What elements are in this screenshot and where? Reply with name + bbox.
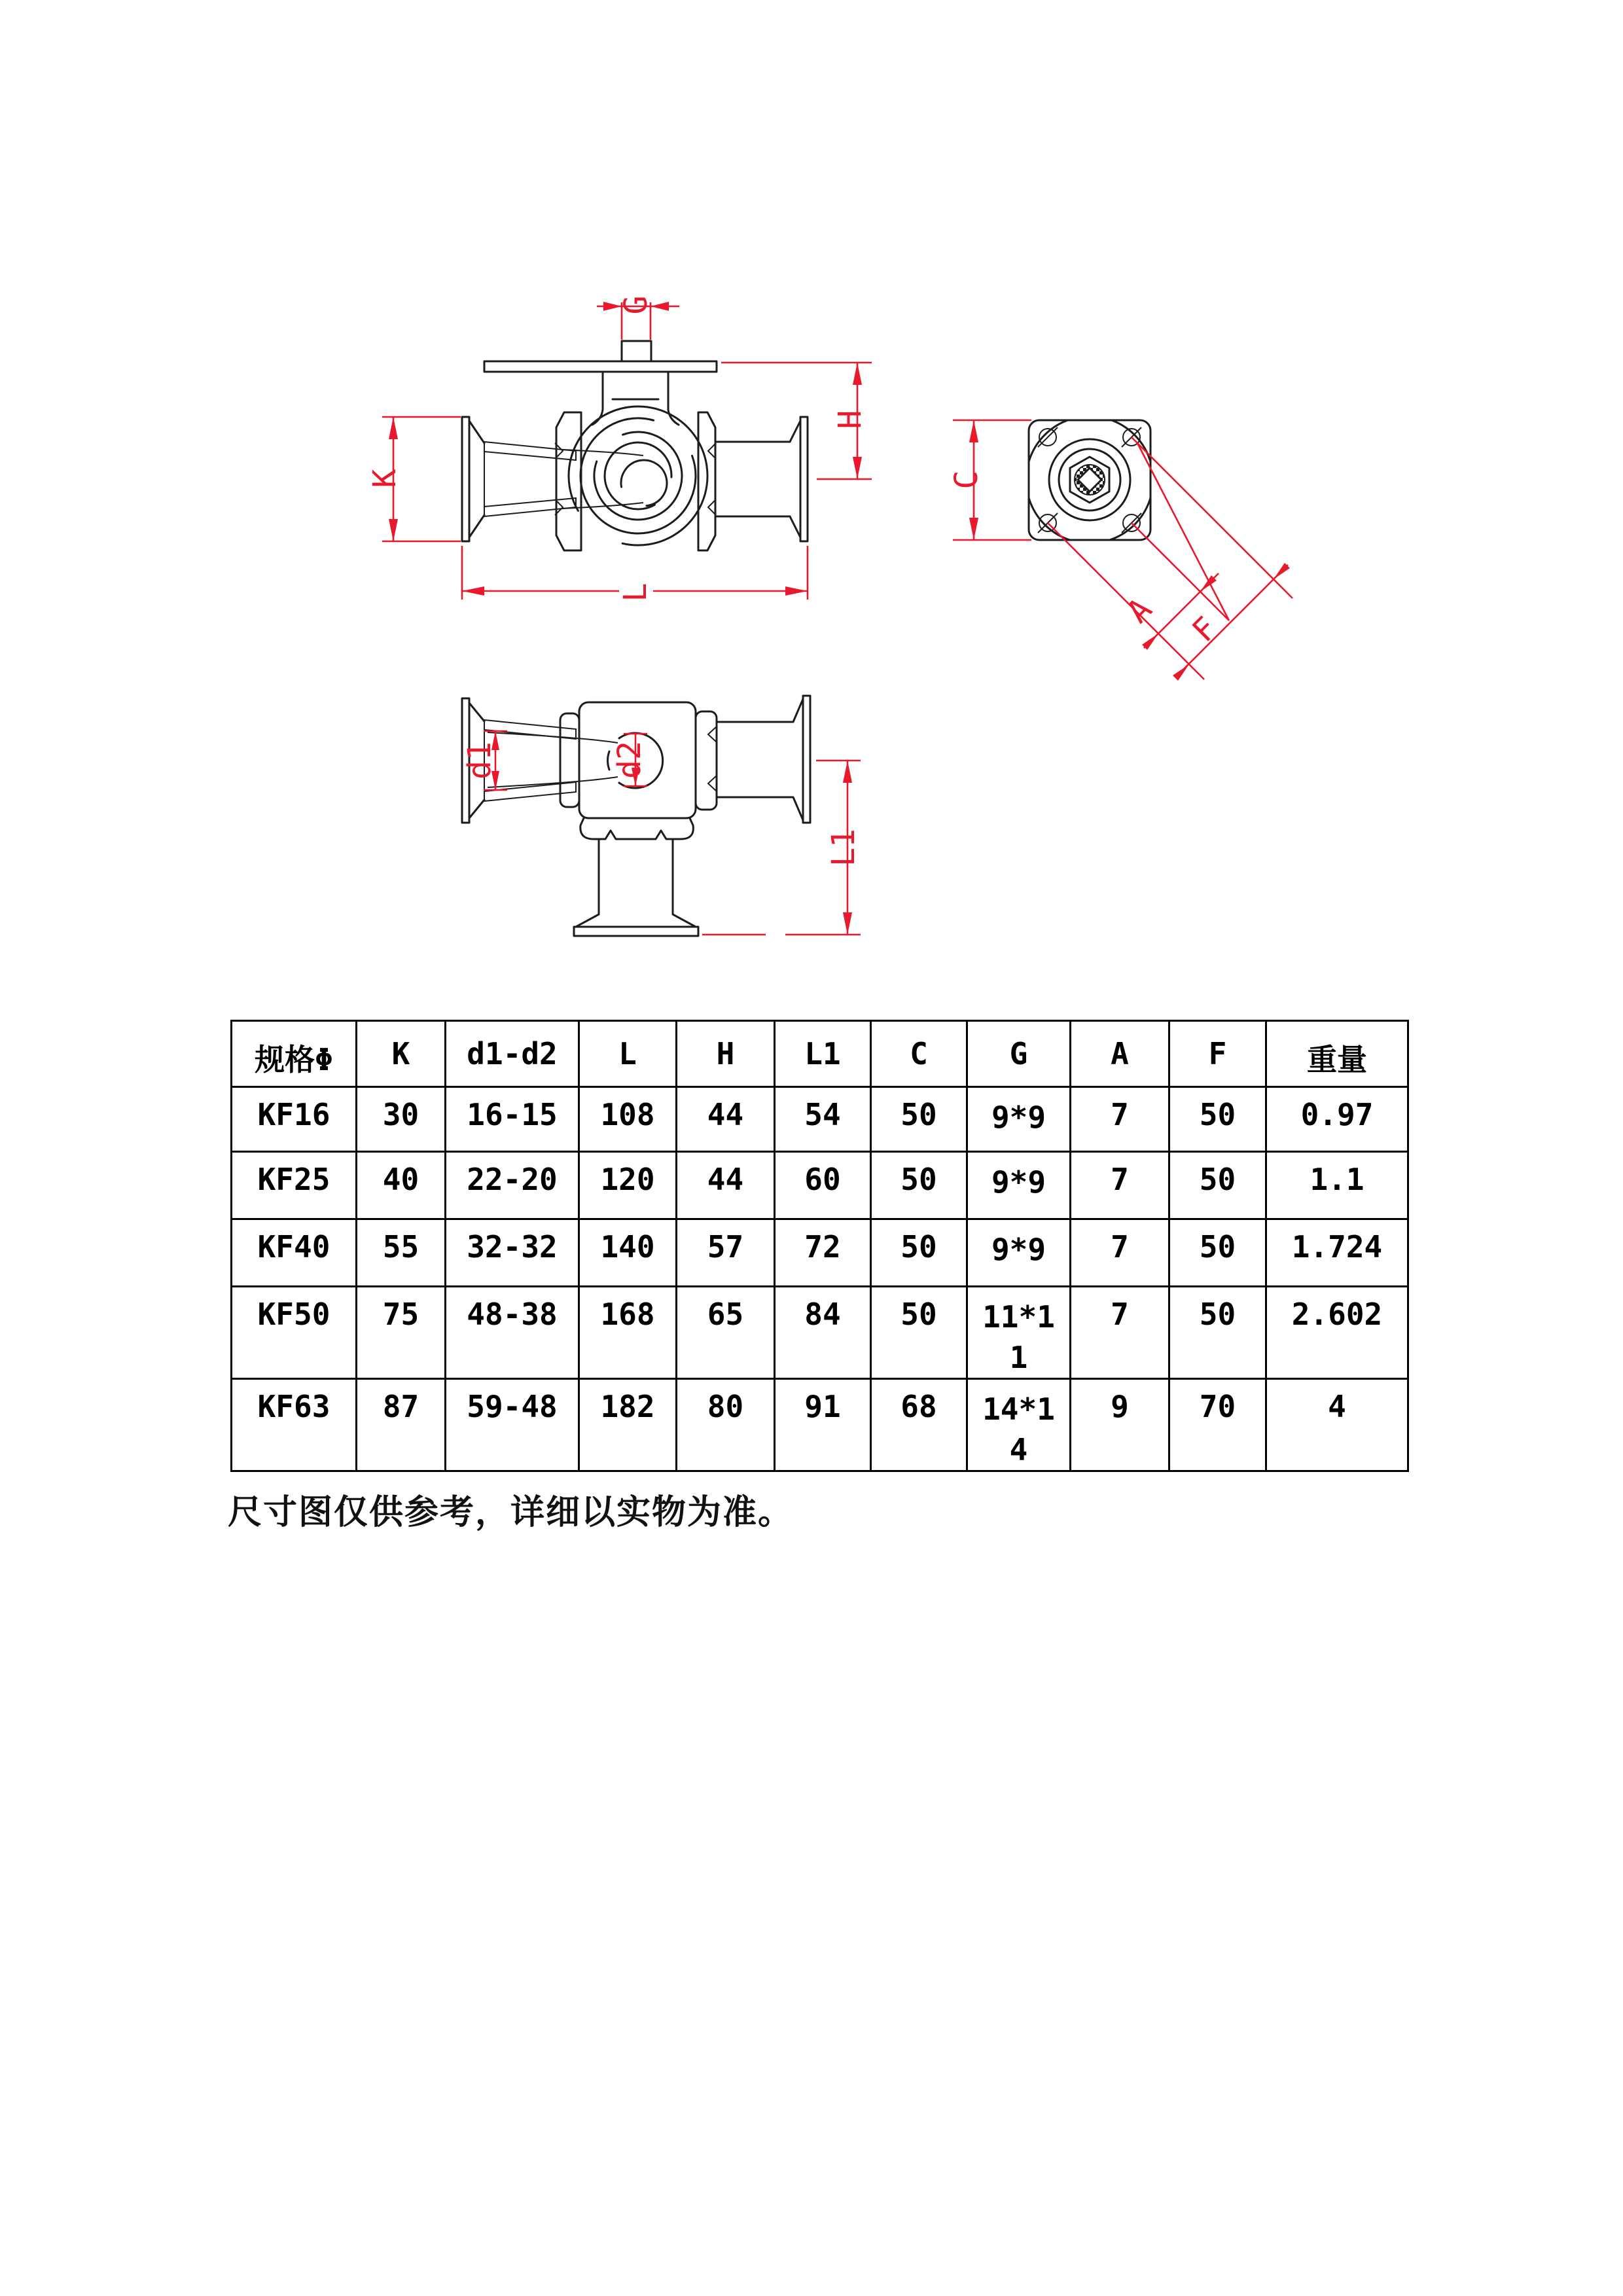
- table-cell: 48-38: [446, 1287, 579, 1379]
- table-cell: 50: [1169, 1152, 1266, 1219]
- dim-label-F: F: [1185, 609, 1225, 650]
- table-cell: 16-15: [446, 1087, 579, 1152]
- table-cell: 22-20: [446, 1152, 579, 1219]
- table-cell: 1.1: [1266, 1152, 1408, 1219]
- table-cell: 91: [775, 1379, 871, 1471]
- dimension-table: [230, 1020, 1409, 1472]
- dim-H: [721, 363, 872, 479]
- dim-label-K: K: [366, 469, 403, 488]
- dim-G: [597, 296, 679, 340]
- header-cell-4: H: [677, 1021, 775, 1087]
- table-cell: 4: [1266, 1379, 1408, 1471]
- table-cell: 7: [1071, 1219, 1169, 1287]
- table-cell: 54: [775, 1087, 871, 1152]
- table-cell: 7: [1071, 1152, 1169, 1219]
- table-row: [232, 1379, 1408, 1471]
- table-cell: 50: [1169, 1219, 1266, 1287]
- table-row: [232, 1152, 1408, 1219]
- right-ferrule-flange: [800, 417, 808, 541]
- table-cell: 50: [871, 1219, 967, 1287]
- header-cell-9: F: [1169, 1021, 1266, 1087]
- table-cell: 80: [677, 1379, 775, 1471]
- table-cell: 59-48: [446, 1379, 579, 1471]
- table-cell: KF40: [232, 1219, 357, 1287]
- table-cell: 140: [579, 1219, 677, 1287]
- table-header-row: [232, 1021, 1408, 1087]
- table-cell: 14*14: [967, 1379, 1071, 1471]
- table-cell: 182: [579, 1379, 677, 1471]
- table-body: [232, 1087, 1408, 1471]
- table-row: [232, 1021, 1408, 1087]
- left-ferrule-flange: [462, 417, 469, 541]
- table-cell: 65: [677, 1287, 775, 1379]
- table-cell: 50: [871, 1087, 967, 1152]
- table-cell: 32-32: [446, 1219, 579, 1287]
- valve-technical-drawing: [0, 0, 1623, 1145]
- header-cell-7: G: [967, 1021, 1071, 1087]
- table-cell: 44: [677, 1087, 775, 1152]
- bv-bottom-shoulder: [580, 818, 694, 839]
- table-cell: 50: [871, 1287, 967, 1379]
- header-cell-5: L1: [775, 1021, 871, 1087]
- table-row: [232, 1219, 1408, 1287]
- bottom-view: [461, 696, 862, 936]
- table-cell: 84: [775, 1287, 871, 1379]
- table-cell: 30: [357, 1087, 446, 1152]
- disclaimer-note: 尺寸图仅供参考，详细以实物为准。: [228, 1493, 794, 1532]
- dim-label-G: G: [618, 295, 654, 315]
- spec-table-wrap: [230, 1020, 1409, 1472]
- bv-right-ferrule: [803, 696, 810, 823]
- header-cell-0: 规格Φ: [232, 1021, 357, 1087]
- ball-body-arcs: [543, 381, 733, 571]
- table-cell: 9*9: [967, 1219, 1071, 1287]
- header-cell-1: K: [357, 1021, 446, 1087]
- dim-label-L: L: [617, 583, 654, 602]
- table-cell: 68: [871, 1379, 967, 1471]
- dim-L1: [702, 761, 862, 935]
- dim-label-d2: d2: [611, 741, 648, 779]
- table-cell: 75: [357, 1287, 446, 1379]
- dim-label-H: H: [832, 410, 868, 429]
- table-cell: 9*9: [967, 1152, 1071, 1219]
- dim-L: [462, 546, 808, 601]
- dim-C: [948, 420, 1031, 540]
- table-cell: 7: [1071, 1087, 1169, 1152]
- table-cell: 120: [579, 1152, 677, 1219]
- mounting-plate: [484, 361, 717, 372]
- table-cell: 9: [1071, 1379, 1169, 1471]
- table-cell: 50: [871, 1152, 967, 1219]
- bv-bottom-ferrule: [574, 927, 698, 936]
- table-cell: 1.724: [1266, 1219, 1408, 1287]
- dim-label-d1: d1: [461, 742, 498, 780]
- dim-K: [366, 417, 461, 541]
- table-cell: KF50: [232, 1287, 357, 1379]
- header-cell-8: A: [1071, 1021, 1169, 1087]
- table-cell: 7: [1071, 1287, 1169, 1379]
- header-cell-10: 重量: [1266, 1021, 1408, 1087]
- table-cell: 0.97: [1266, 1087, 1408, 1152]
- table-cell: 168: [579, 1287, 677, 1379]
- header-cell-6: C: [871, 1021, 967, 1087]
- table-cell: 108: [579, 1087, 677, 1152]
- knurled-stem: [622, 341, 651, 361]
- dim-d2: [611, 734, 648, 786]
- header-cell-2: d1-d2: [446, 1021, 579, 1087]
- table-cell: KF63: [232, 1379, 357, 1471]
- dim-label-C: C: [948, 470, 985, 490]
- table-cell: 60: [775, 1152, 871, 1219]
- table-cell: 40: [357, 1152, 446, 1219]
- table-cell: 9*9: [967, 1087, 1071, 1152]
- front-view: [366, 296, 872, 602]
- dim-label-L1: L1: [825, 829, 862, 867]
- table-cell: 11*11: [967, 1287, 1071, 1379]
- table-cell: KF16: [232, 1087, 357, 1152]
- header-cell-3: L: [579, 1021, 677, 1087]
- table-cell: 2.602: [1266, 1287, 1408, 1379]
- top-flange-view: [948, 416, 1293, 681]
- table-cell: 57: [677, 1219, 775, 1287]
- table-cell: 50: [1169, 1287, 1266, 1379]
- table-cell: 50: [1169, 1087, 1266, 1152]
- table-cell: KF25: [232, 1152, 357, 1219]
- table-cell: 72: [775, 1219, 871, 1287]
- table-cell: 55: [357, 1219, 446, 1287]
- dim-F: [1132, 437, 1293, 681]
- dim-label-A: A: [1119, 590, 1160, 631]
- table-cell: 87: [357, 1379, 446, 1471]
- table-row: [232, 1287, 1408, 1379]
- table-cell: 44: [677, 1152, 775, 1219]
- table-row: [232, 1087, 1408, 1152]
- table-cell: 70: [1169, 1379, 1266, 1471]
